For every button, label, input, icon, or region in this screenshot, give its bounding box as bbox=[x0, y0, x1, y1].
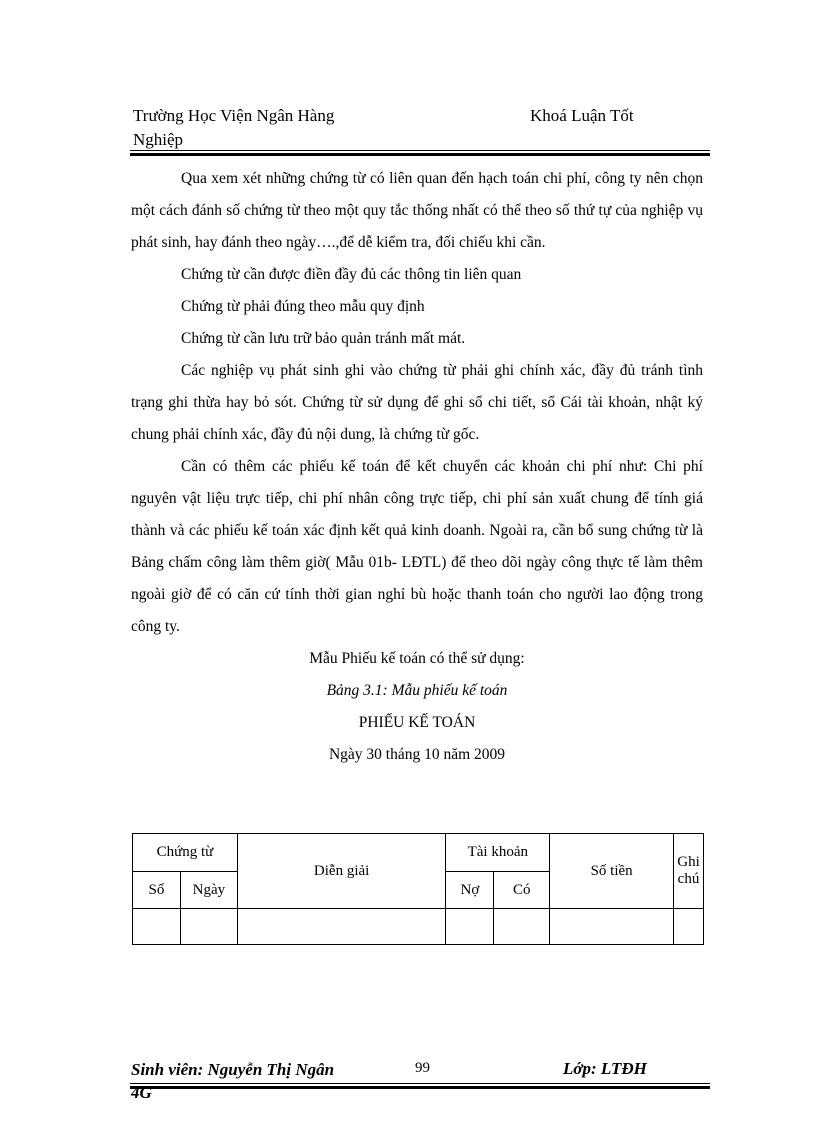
header-chung-tu: Chứng từ bbox=[133, 834, 238, 872]
header-so: Số bbox=[133, 872, 181, 909]
header-rule-thin bbox=[130, 150, 710, 151]
table-cell bbox=[237, 909, 446, 945]
footer-student-cont: 4G bbox=[131, 1083, 152, 1102]
footer-page-number: 99 bbox=[415, 1060, 430, 1076]
header-tai-khoan: Tài khoản bbox=[446, 834, 550, 872]
footer-rule-thick bbox=[130, 1086, 710, 1089]
header-dien-giai: Diễn giải bbox=[237, 834, 446, 909]
voucher-table bbox=[132, 833, 704, 945]
form-title: PHIẾU KẾ TOÁN bbox=[358, 714, 476, 731]
paragraph: Chứng từ cần lưu trữ bảo quản tránh mất mát. bbox=[181, 330, 466, 347]
table-cell bbox=[550, 909, 674, 945]
header-so-tien: Số tiền bbox=[550, 834, 674, 909]
table-cell bbox=[446, 909, 494, 945]
header-school: Trường Học Viện Ngân Hàng Nghiệp bbox=[133, 106, 335, 149]
paragraph: Chứng từ phải đúng theo mẫu quy định bbox=[181, 298, 425, 315]
table-cell bbox=[133, 909, 181, 945]
paragraph: Qua xem xét những chứng từ có liên quan đến hạch toán chi phí, công ty nên chọn một cách đánh số chứng từ theo một quy tắc thống nhất có thể theo số thứ tự của nghiệp vụ phát sinh, hay đánh theo ngày….,để dễ kiểm tra, đối chiếu khi cần. bbox=[131, 170, 703, 251]
paragraph: Chứng từ cần được điền đầy đủ các thông tin liên quan bbox=[181, 266, 522, 283]
table-cell bbox=[673, 909, 703, 945]
body-text bbox=[131, 163, 703, 771]
header-no: Nợ bbox=[446, 872, 494, 909]
intro-line: Mẫu Phiếu kế toán có thể sử dụng: bbox=[309, 650, 525, 667]
table-row bbox=[133, 909, 704, 945]
table-cell bbox=[180, 909, 237, 945]
footer-rule-thin bbox=[130, 1083, 710, 1084]
header-rule-thick bbox=[130, 153, 710, 156]
form-date: Ngày 30 tháng 10 năm 2009 bbox=[328, 746, 506, 763]
footer-class: Lớp: LTĐH bbox=[563, 1059, 647, 1078]
header-ngay: Ngày bbox=[180, 872, 237, 909]
header-thesis: Khoá Luận Tốt bbox=[530, 106, 634, 125]
table-cell bbox=[494, 909, 550, 945]
table-caption: Bảng 3.1: Mẫu phiếu kế toán bbox=[326, 682, 508, 699]
paragraph: Cần có thêm các phiếu kế toán để kết chuyển các khoản chi phí như: Chi phí nguyên vật liệu trực tiếp, chi phí nhân công trực tiếp, chi phí sản xuất chung để tính giá thành và các phiếu kế toán xác định kết quả kinh doanh. Ngoài ra, cần bổ sung chứng từ là Bảng chấm công làm thêm giờ( Mẫu 01b- LĐTL) để theo dõi ngày công thực tế làm thêm ngoài giờ để có căn cứ tính thời gian nghỉ bù hoặc thanh toán cho người lao động trong công ty. bbox=[131, 458, 703, 635]
header-co: Có bbox=[494, 872, 550, 909]
header-ghi-chu: Ghi chú bbox=[673, 834, 703, 909]
footer-student: Sinh viên: Nguyễn Thị Ngân bbox=[131, 1060, 335, 1079]
paragraph: Các nghiệp vụ phát sinh ghi vào chứng từ phải ghi chính xác, đầy đủ tránh tình trạng ghi thừa hay bỏ sót. Chứng từ sử dụng để ghi sổ chi tiết, sổ Cái tài khoản, nhật ký chung phải chính xác, đầy đủ nội dung, là chứng từ gốc. bbox=[131, 362, 703, 443]
